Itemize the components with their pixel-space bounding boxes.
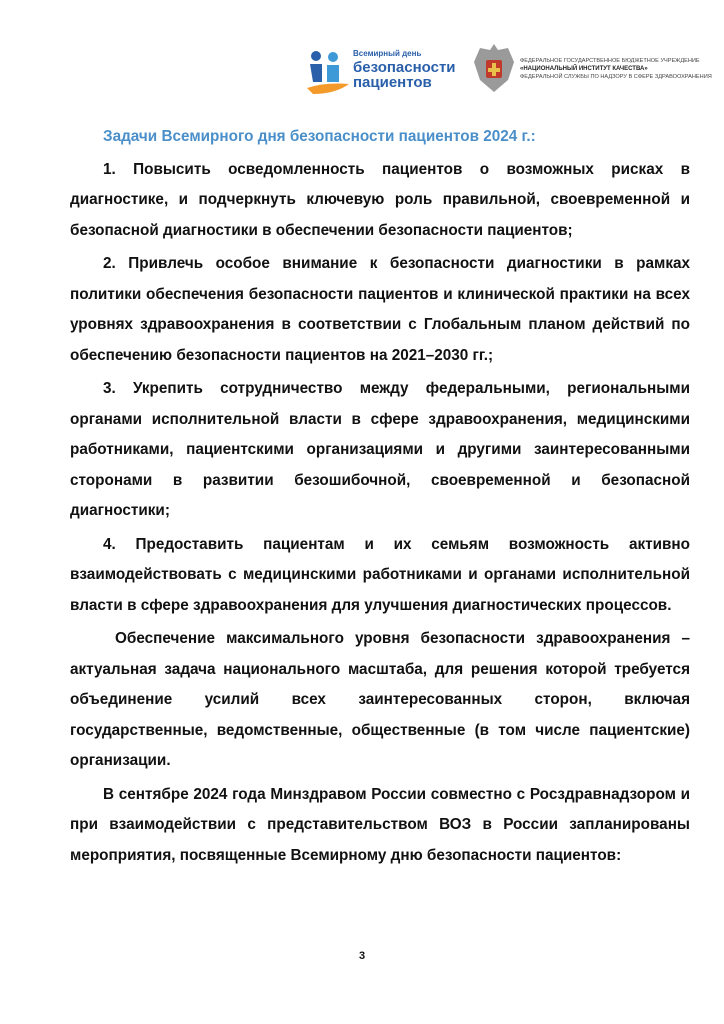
world-patient-safety-day-logo (305, 48, 460, 98)
task-2: 2. Привлечь особое внимание к безопасности диагностики в рамках политики обеспечения безопасности пациентов и клинической практики на всех уровнях здравоохранения в соответствии с Глобальным планом действий по обеспечению безопасности пациентов на 2021–2030 гг.; (70, 255, 690, 364)
logo-line-1: Всемирный день (353, 49, 422, 58)
coat-of-arms-icon (472, 40, 516, 96)
page-number: 3 (358, 950, 366, 962)
institute-line-3: ФЕДЕРАЛЬНОЙ СЛУЖБЫ ПО НАДЗОРУ В СФЕРЕ ЗДРАВООХРАНЕНИЯ (520, 74, 712, 80)
task-3: 3. Укрепить сотрудничество между федеральными, региональными органами исполнительной власти в сфере здравоохранения, медицинскими работниками, пациентскими организациями и другими заинтересованными сторонами в развитии безошибочной, своевременной и безопасной диагностики; (70, 380, 690, 519)
institute-line-2: «НАЦИОНАЛЬНЫЙ ИНСТИТУТ КАЧЕСТВА» (520, 66, 648, 72)
institute-line-1: ФЕДЕРАЛЬНОЕ ГОСУДАРСТВЕННОЕ БЮДЖЕТНОЕ УЧРЕЖДЕНИЕ (520, 58, 700, 64)
logo-line-2: безопасности (353, 59, 456, 76)
people-hand-icon (305, 48, 351, 96)
institute-name (520, 57, 712, 81)
document-body (70, 122, 690, 874)
section-heading: Задачи Всемирного дня безопасности пациентов 2024 г.: (103, 128, 536, 145)
task-4: 4. Предоставить пациентам и их семьям возможность активно взаимодействовать с медицинскими работниками и органами исполнительной власти в сфере здравоохранения для улучшения диагностических процессов. (70, 535, 690, 614)
logo-line-3: пациентов (353, 74, 432, 91)
paragraph-events: В сентябре 2024 года Минздравом России совместно с Росздравнадзором и при взаимодействии с представительством ВОЗ в России запланированы мероприятия, посвященные Всемирному дню безопасности пациентов: (70, 785, 690, 864)
paragraph-importance: Обеспечение максимального уровня безопасности здравоохранения – актуальная задача национального масштаба, для решения которой требуется объединение усилий всех заинтересованных сторон, включая государственные, ведомственные, общественные (в том числе пациентские) организации. (70, 630, 690, 769)
task-1: 1. Повысить осведомленность пациентов о возможных рисках в диагностике, и подчеркнуть ключевую роль правильной, своевременной и безопасной диагностики в обеспечении безопасности пациентов; (70, 160, 690, 239)
